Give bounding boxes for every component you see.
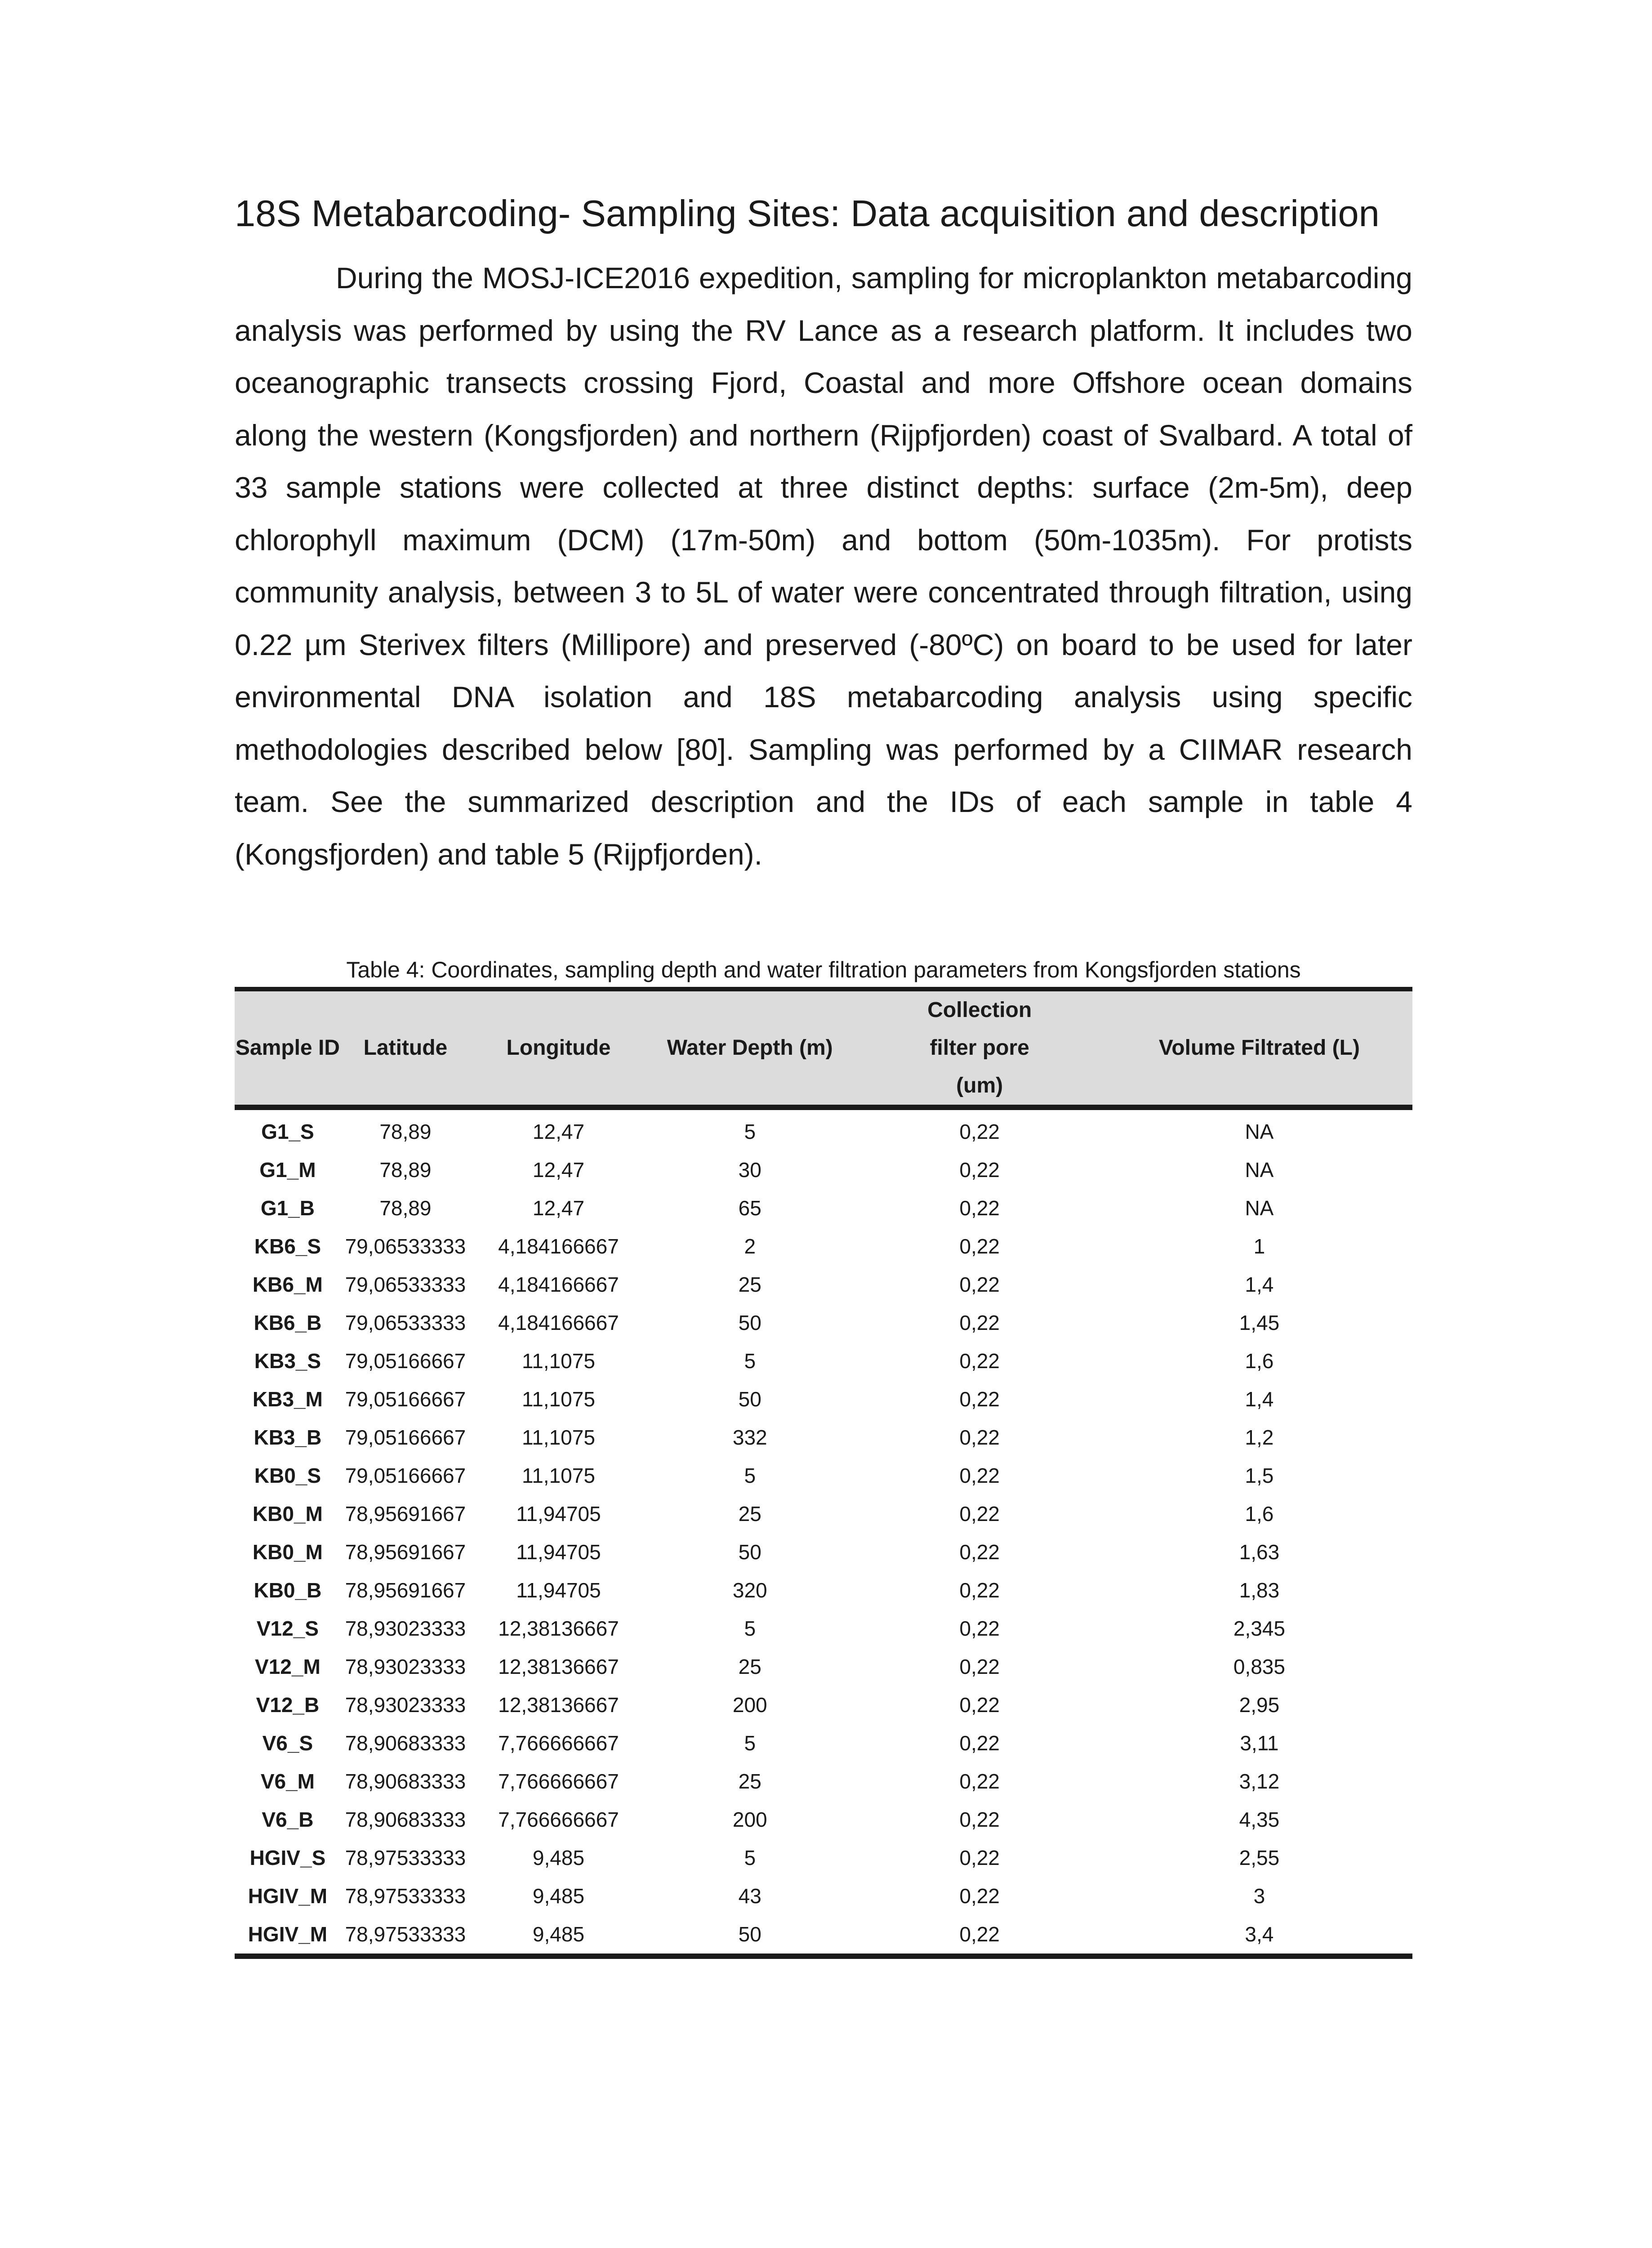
stations-table-container [235,987,1412,1959]
water-depth-cell: 50 [738,1387,761,1411]
table-row [235,1107,1412,1151]
table-row [235,1801,1412,1839]
water-depth-cell: 200 [732,1808,767,1831]
table-row [235,1304,1412,1342]
water-depth-cell: 43 [738,1884,761,1908]
latitude-cell: 78,97533333 [341,1915,470,1956]
volume-filtrated-cell: 2,55 [1239,1846,1280,1869]
table-header [235,989,1412,1107]
longitude-cell: 11,94705 [516,1502,601,1525]
water-depth-cell: 25 [738,1502,761,1525]
filter-pore-cell: 0,22 [959,1808,1000,1831]
header-water-depth: Water Depth (m) [647,989,853,1107]
latitude-cell: 78,90683333 [345,1808,466,1831]
sample-id-cell: KB3_B [254,1426,322,1449]
water-depth-cell: 5 [744,1731,756,1755]
longitude-cell: 7,766666667 [498,1770,619,1793]
longitude-cell: 9,485 [470,1915,647,1956]
water-depth-cell: 25 [738,1770,761,1793]
longitude-cell: 12,38136667 [498,1617,619,1640]
latitude-cell: 79,05166667 [345,1426,466,1449]
latitude-cell: 78,97533333 [345,1884,466,1908]
water-depth-cell: 320 [732,1579,767,1602]
latitude-cell: 78,97533333 [345,1846,466,1869]
sample-id-cell: V12_S [256,1617,319,1640]
table-header-row [235,989,1412,1107]
body-paragraph: During the MOSJ-ICE2016 expedition, sampling for microplankton metabarcoding analysis was performed by using the RV Lance as a research platform. It includes two oceanographic transects crossing Fjord, Coastal and more Offshore ocean domains along the western (Kongsfjorden) and northern (Rijpfjorden) coast of Svalbard. A total of 33 sample stations were collected at three distinct depths: surface (2m-5m), deep chlorophyll maximum (DCM) (17m-50m) and bottom (50m-1035m). For protists community analysis, between 3 to 5L of water were concentrated through filtration, using 0.22 µm Sterivex filters (Millipore) and preserved (-80ºC) on board to be used for later environmental DNA isolation and 18S metabarcoding analysis using specific methodologies described below [80]. Sampling was performed by a CIIMAR research team. See the summarized description and the IDs of each sample in table 4 (Kongsfjorden) and table 5 (Rijpfjorden). [235,261,1412,871]
water-depth-cell: 5 [744,1349,756,1373]
longitude-cell: 4,184166667 [498,1311,619,1334]
table-row [235,1151,1412,1189]
longitude-cell: 12,47 [532,1196,585,1220]
filter-pore-cell: 0,22 [959,1464,1000,1487]
water-depth-cell: 200 [732,1693,767,1717]
filter-pore-cell: 0,22 [959,1617,1000,1640]
filter-pore-cell: 0,22 [959,1196,1000,1220]
sample-id-cell: V6_B [262,1808,314,1831]
table-row [235,1189,1412,1227]
volume-filtrated-cell: 1,2 [1245,1426,1274,1449]
latitude-cell: 79,05166667 [345,1387,466,1411]
volume-filtrated-cell: NA [1245,1158,1274,1182]
volume-filtrated-cell: 1,63 [1239,1540,1280,1564]
latitude-cell: 78,90683333 [345,1770,466,1793]
filter-pore-cell: 0,22 [959,1387,1000,1411]
table-row [235,1571,1412,1610]
volume-filtrated-cell: 2,345 [1233,1617,1285,1640]
water-depth-cell: 50 [738,1311,761,1334]
filter-pore-cell: 0,22 [959,1426,1000,1449]
filter-pore-cell: 0,22 [959,1731,1000,1755]
water-depth-cell: 30 [738,1158,761,1182]
volume-filtrated-cell: NA [1245,1120,1274,1143]
longitude-cell: 11,1075 [522,1387,595,1411]
filter-pore-cell: 0,22 [959,1655,1000,1678]
latitude-cell: 78,93023333 [345,1655,466,1678]
latitude-cell: 79,06533333 [345,1235,466,1258]
table-row [235,1380,1412,1418]
filter-pore-cell: 0,22 [959,1502,1000,1525]
volume-filtrated-cell: 0,835 [1233,1655,1285,1678]
longitude-cell: 11,94705 [516,1579,601,1602]
volume-filtrated-cell: 3,4 [1106,1915,1412,1956]
volume-filtrated-cell: NA [1245,1196,1274,1220]
longitude-cell: 11,94705 [516,1540,601,1564]
sample-id-cell: HGIV_M [248,1884,328,1908]
volume-filtrated-cell: 1 [1253,1235,1265,1258]
table-row [235,1877,1412,1915]
header-filter-pore: Collection filter pore (um) [853,989,1106,1107]
latitude-cell: 78,89 [379,1120,432,1143]
latitude-cell: 78,95691667 [345,1502,466,1525]
table-row [235,1418,1412,1457]
latitude-cell: 78,89 [379,1196,432,1220]
volume-filtrated-cell: 1,4 [1245,1387,1274,1411]
latitude-cell: 78,90683333 [345,1731,466,1755]
volume-filtrated-cell: 2,95 [1239,1693,1280,1717]
sample-id-cell: G1_B [260,1196,315,1220]
water-depth-cell: 2 [744,1235,756,1258]
longitude-cell: 12,47 [532,1158,585,1182]
latitude-cell: 78,93023333 [345,1617,466,1640]
table-row [235,1915,1412,1956]
filter-pore-cell: 0,22 [959,1349,1000,1373]
table-row [235,1762,1412,1801]
table-row [235,1457,1412,1495]
volume-filtrated-cell: 1,6 [1245,1349,1274,1373]
latitude-cell: 79,05166667 [345,1464,466,1487]
filter-pore-cell: 0,22 [959,1120,1000,1143]
sample-id-cell: KB0_M [252,1540,323,1564]
longitude-cell: 12,38136667 [498,1655,619,1678]
table-row [235,1839,1412,1877]
water-depth-cell: 332 [732,1426,767,1449]
table-row [235,1686,1412,1724]
longitude-cell: 9,485 [532,1884,585,1908]
filter-pore-cell: 0,22 [959,1770,1000,1793]
header-sample-id: Sample ID [235,989,341,1107]
header-longitude: Longitude [470,989,647,1107]
water-depth-cell: 5 [744,1120,756,1143]
sample-id-cell: HGIV_M [235,1915,341,1956]
filter-pore-cell: 0,22 [959,1846,1000,1869]
sample-id-cell: KB3_M [252,1387,323,1411]
longitude-cell: 4,184166667 [498,1235,619,1258]
longitude-cell: 4,184166667 [498,1273,619,1296]
volume-filtrated-cell: 1,45 [1239,1311,1280,1334]
longitude-cell: 9,485 [532,1846,585,1869]
filter-pore-cell: 0,22 [853,1915,1106,1956]
table-row [235,1648,1412,1686]
filter-pore-cell: 0,22 [959,1540,1000,1564]
latitude-cell: 79,05166667 [345,1349,466,1373]
water-depth-cell: 25 [738,1655,761,1678]
longitude-cell: 7,766666667 [498,1731,619,1755]
filter-pore-cell: 0,22 [959,1884,1000,1908]
table-body [235,1107,1412,1956]
water-depth-cell: 25 [738,1273,761,1296]
volume-filtrated-cell: 1,6 [1245,1502,1274,1525]
filter-pore-cell: 0,22 [959,1693,1000,1717]
water-depth-cell: 5 [744,1846,756,1869]
section-heading: 18S Metabarcoding- Sampling Sites: Data acquisition and description [235,192,1380,234]
table-row [235,1227,1412,1266]
water-depth-cell: 5 [744,1617,756,1640]
water-depth-cell: 50 [647,1915,853,1956]
sample-id-cell: V12_M [255,1655,321,1678]
volume-filtrated-cell: 3,12 [1239,1770,1280,1793]
table-row [235,1724,1412,1762]
filter-pore-cell: 0,22 [959,1273,1000,1296]
sample-id-cell: KB6_S [254,1235,321,1258]
table-row [235,1266,1412,1304]
sample-id-cell: V12_B [256,1693,320,1717]
volume-filtrated-cell: 4,35 [1239,1808,1280,1831]
latitude-cell: 79,06533333 [345,1273,466,1296]
filter-pore-cell: 0,22 [959,1579,1000,1602]
water-depth-cell: 5 [744,1464,756,1487]
latitude-cell: 78,93023333 [345,1693,466,1717]
longitude-cell: 7,766666667 [498,1808,619,1831]
volume-filtrated-cell: 1,4 [1245,1273,1274,1296]
filter-pore-cell: 0,22 [959,1158,1000,1182]
table-row [235,1495,1412,1533]
water-depth-cell: 50 [738,1540,761,1564]
sample-id-cell: KB0_S [254,1464,321,1487]
table-row [235,1533,1412,1571]
table-row [235,1610,1412,1648]
longitude-cell: 11,1075 [522,1349,595,1373]
sample-id-cell: G1_S [261,1120,314,1143]
longitude-cell: 11,1075 [522,1426,595,1449]
filter-pore-cell: 0,22 [959,1311,1000,1334]
sample-id-cell: G1_M [259,1158,316,1182]
table-caption: Table 4: Coordinates, sampling depth and water filtration parameters from Kongsfjorden stations [346,957,1301,982]
table-row [235,1342,1412,1380]
sample-id-cell: KB0_M [252,1502,323,1525]
header-latitude: Latitude [341,989,470,1107]
latitude-cell: 78,95691667 [345,1579,466,1602]
latitude-cell: 78,95691667 [345,1540,466,1564]
volume-filtrated-cell: 3,11 [1240,1731,1279,1755]
sample-id-cell: KB3_S [254,1349,321,1373]
sample-id-cell: KB6_B [254,1311,322,1334]
sample-id-cell: KB0_B [254,1579,322,1602]
volume-filtrated-cell: 3 [1253,1884,1265,1908]
header-volume-filtrated: Volume Filtrated (L) [1106,989,1412,1107]
filter-pore-cell: 0,22 [959,1235,1000,1258]
longitude-cell: 12,38136667 [498,1693,619,1717]
longitude-cell: 11,1075 [522,1464,595,1487]
water-depth-cell: 65 [738,1196,761,1220]
sample-id-cell: HGIV_S [249,1846,326,1869]
latitude-cell: 79,06533333 [345,1311,466,1334]
longitude-cell: 12,47 [532,1120,585,1143]
volume-filtrated-cell: 1,5 [1245,1464,1274,1487]
sample-id-cell: V6_S [262,1731,313,1755]
sample-id-cell: KB6_M [252,1273,323,1296]
volume-filtrated-cell: 1,83 [1239,1579,1280,1602]
latitude-cell: 78,89 [379,1158,432,1182]
stations-table [235,987,1412,1959]
sample-id-cell: V6_M [260,1770,315,1793]
